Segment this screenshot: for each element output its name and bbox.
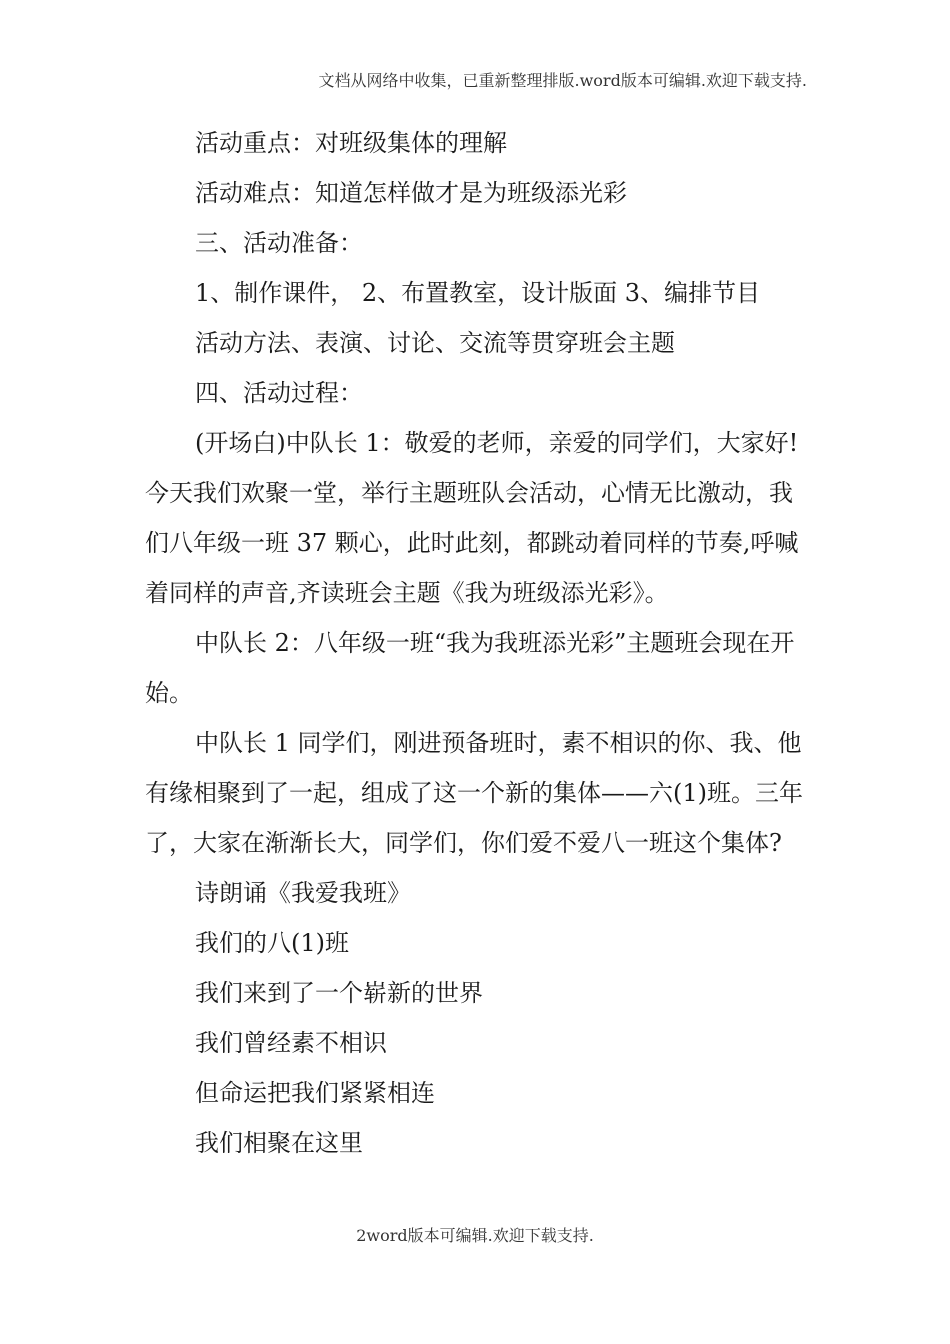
poem-line: 但命运把我们紧紧相连 [195, 1079, 435, 1107]
poem-line: 我们相聚在这里 [195, 1129, 363, 1157]
paragraph-activity-method: 活动方法、表演、讨论、交流等贯穿班会主题 [195, 329, 675, 357]
paragraph-preparation-items: 1、制作课件， 2、布置教室，设计版面 3、编排节目 [195, 279, 761, 307]
poem-title: 诗朗诵《我爱我班》 [195, 879, 411, 907]
poem-line: 我们的八(1)班 [195, 929, 349, 957]
paragraph-activity-focus: 活动重点：对班级集体的理解 [195, 129, 507, 157]
poem-line: 我们来到了一个崭新的世界 [195, 979, 483, 1007]
poem-line: 我们曾经素不相识 [195, 1029, 387, 1057]
paragraph-leader-one: 中队长 1 同学们，刚进预备班时，素不相识的你、我、他有缘相聚到了一起，组成了这一个新的集体——六(1)班。三年了，大家在渐渐长大，同学们，你们爱不爱八一班这个集体? [145, 729, 803, 857]
page-header: 文档从网络中收集，已重新整理排版.word版本可编辑.欢迎下载支持. [318, 71, 807, 90]
paragraph-leader-two: 中队长 2：八年级一班“我为我班添光彩”主题班会现在开始。 [145, 629, 795, 707]
section-heading-process: 四、活动过程： [195, 379, 363, 407]
paragraph-opening-speech: (开场白)中队长 1：敬爱的老师，亲爱的同学们，大家好!今天我们欢聚一堂，举行主题班队会活动，心情无比激动，我们八年级一班 37 颗心，此时此刻，都跳动着同样的节奏,呼喊着同样的声音,齐读班会主题《我为班级添光彩》。 [145, 429, 799, 607]
document-body [145, 118, 807, 1168]
paragraph-activity-difficulty: 活动难点：知道怎样做才是为班级添光彩 [195, 179, 627, 207]
section-heading-preparation: 三、活动准备： [195, 229, 363, 257]
page-footer: 2word版本可编辑.欢迎下载支持. [356, 1226, 594, 1245]
